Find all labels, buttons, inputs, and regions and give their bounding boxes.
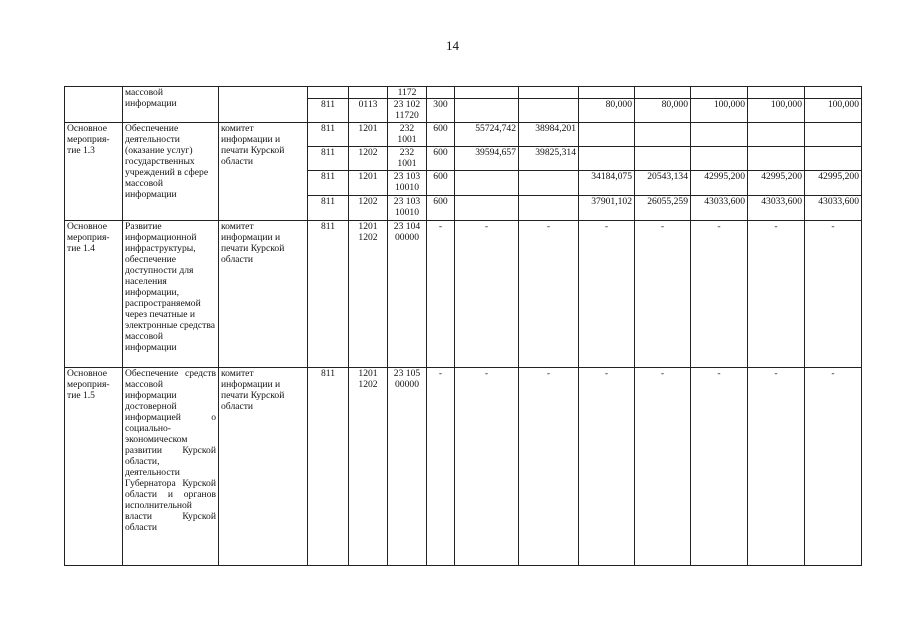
cell-2017: 80,000 bbox=[635, 99, 691, 123]
cell-2016: - bbox=[579, 221, 635, 368]
cell-2017: - bbox=[635, 221, 691, 368]
cell-prog: 23 105 00000 bbox=[388, 368, 427, 566]
cell-2020: - bbox=[805, 368, 862, 566]
cell-executor: комитет информации и печати Курской области bbox=[219, 221, 308, 368]
cell-prog: 23 102 11720 bbox=[388, 99, 427, 123]
cell-2020: 100,000 bbox=[805, 99, 862, 123]
cell-grbs: 811 bbox=[308, 147, 349, 171]
cell-rz: 1202 bbox=[349, 147, 388, 171]
cell-activity-label: Основное мероприя-тие 1.4 bbox=[65, 221, 123, 368]
table-row bbox=[65, 221, 862, 368]
cell-2017: 26055,259 bbox=[635, 196, 691, 221]
cell-2016: 34184,075 bbox=[579, 171, 635, 196]
cell-2019: 42995,200 bbox=[748, 171, 805, 196]
cell-activity-label: Основное мероприя-тие 1.3 bbox=[65, 123, 123, 221]
cell-2020: 42995,200 bbox=[805, 171, 862, 196]
cell-2018: 42995,200 bbox=[691, 171, 748, 196]
cell-2016: - bbox=[579, 368, 635, 566]
cell-rz: 0113 bbox=[349, 99, 388, 123]
cell-vr: 600 bbox=[427, 171, 455, 196]
cell-grbs: 811 bbox=[308, 196, 349, 221]
cell-grbs: 811 bbox=[308, 99, 349, 123]
cell-vr: 600 bbox=[427, 147, 455, 171]
cell-2015: 39825,314 bbox=[519, 147, 579, 171]
cell-grbs: 811 bbox=[308, 123, 349, 147]
cell-vr: - bbox=[427, 221, 455, 368]
cell-vr: 600 bbox=[427, 123, 455, 147]
cell-rz: 1201 1202 bbox=[349, 221, 388, 368]
cell-2018: 43033,600 bbox=[691, 196, 748, 221]
cell-name: массовой информации bbox=[123, 87, 219, 123]
cell-activity-name: Обеспечение деятельности (оказание услуг) государственных учреждений в сфере массовой информации bbox=[123, 123, 219, 221]
cell-activity-name: Обеспечение средств массовой информации достоверной информацией о социально-экономическом развитии Курской области, деятельности Губернатора Курской области и органов исполнительной власти Курской области bbox=[123, 368, 219, 566]
cell-2014: - bbox=[455, 221, 519, 368]
cell-prog: 23 103 10010 bbox=[388, 171, 427, 196]
cell-rz: 1201 bbox=[349, 171, 388, 196]
cell-vr: 600 bbox=[427, 196, 455, 221]
cell-2019: - bbox=[748, 221, 805, 368]
cell-2019: - bbox=[748, 368, 805, 566]
cell-2014: - bbox=[455, 368, 519, 566]
table-row bbox=[65, 123, 862, 147]
cell-2015: - bbox=[519, 368, 579, 566]
cell-executor: комитет информации и печати Курской области bbox=[219, 123, 308, 221]
cell-prog: 232 1001 bbox=[388, 147, 427, 171]
cell-2019: 100,000 bbox=[748, 99, 805, 123]
cell-2016: 37901,102 bbox=[579, 196, 635, 221]
cell-rz: 1201 1202 bbox=[349, 368, 388, 566]
cell-prog: 1172 bbox=[388, 87, 427, 99]
cell-grbs: 811 bbox=[308, 368, 349, 566]
cell-2018: - bbox=[691, 221, 748, 368]
cell-2019: 43033,600 bbox=[748, 196, 805, 221]
cell-2020: 43033,600 bbox=[805, 196, 862, 221]
cell-2020: - bbox=[805, 221, 862, 368]
cell-grbs: 811 bbox=[308, 221, 349, 368]
cell-rz: 1202 bbox=[349, 196, 388, 221]
cell-2017: - bbox=[635, 368, 691, 566]
cell-grbs: 811 bbox=[308, 171, 349, 196]
cell-2018: - bbox=[691, 368, 748, 566]
cell-activity-name: Развитие информационной инфраструктуры, обеспечение доступности для населения информации, распространяемой через печатные и электронные средства массовой информации bbox=[123, 221, 219, 368]
cell-2014: 55724,742 bbox=[455, 123, 519, 147]
cell-2014: 39594,657 bbox=[455, 147, 519, 171]
cell-vr: 300 bbox=[427, 99, 455, 123]
cell-prog: 23 104 00000 bbox=[388, 221, 427, 368]
page-number: 14 bbox=[446, 38, 459, 53]
cell-2017: 20543,134 bbox=[635, 171, 691, 196]
cell-rz: 1201 bbox=[349, 123, 388, 147]
cell-2016: 80,000 bbox=[579, 99, 635, 123]
table-row bbox=[65, 87, 862, 99]
cell-2015: 38984,201 bbox=[519, 123, 579, 147]
cell-2018: 100,000 bbox=[691, 99, 748, 123]
table-row bbox=[65, 368, 862, 566]
cell-vr: - bbox=[427, 368, 455, 566]
cell-activity-label: Основное мероприя-тие 1.5 bbox=[65, 368, 123, 566]
budget-table bbox=[64, 86, 862, 566]
cell-executor: комитет информации и печати Курской области bbox=[219, 368, 308, 566]
cell-2015: - bbox=[519, 221, 579, 368]
cell-prog: 232 1001 bbox=[388, 123, 427, 147]
cell-prog: 23 103 10010 bbox=[388, 196, 427, 221]
